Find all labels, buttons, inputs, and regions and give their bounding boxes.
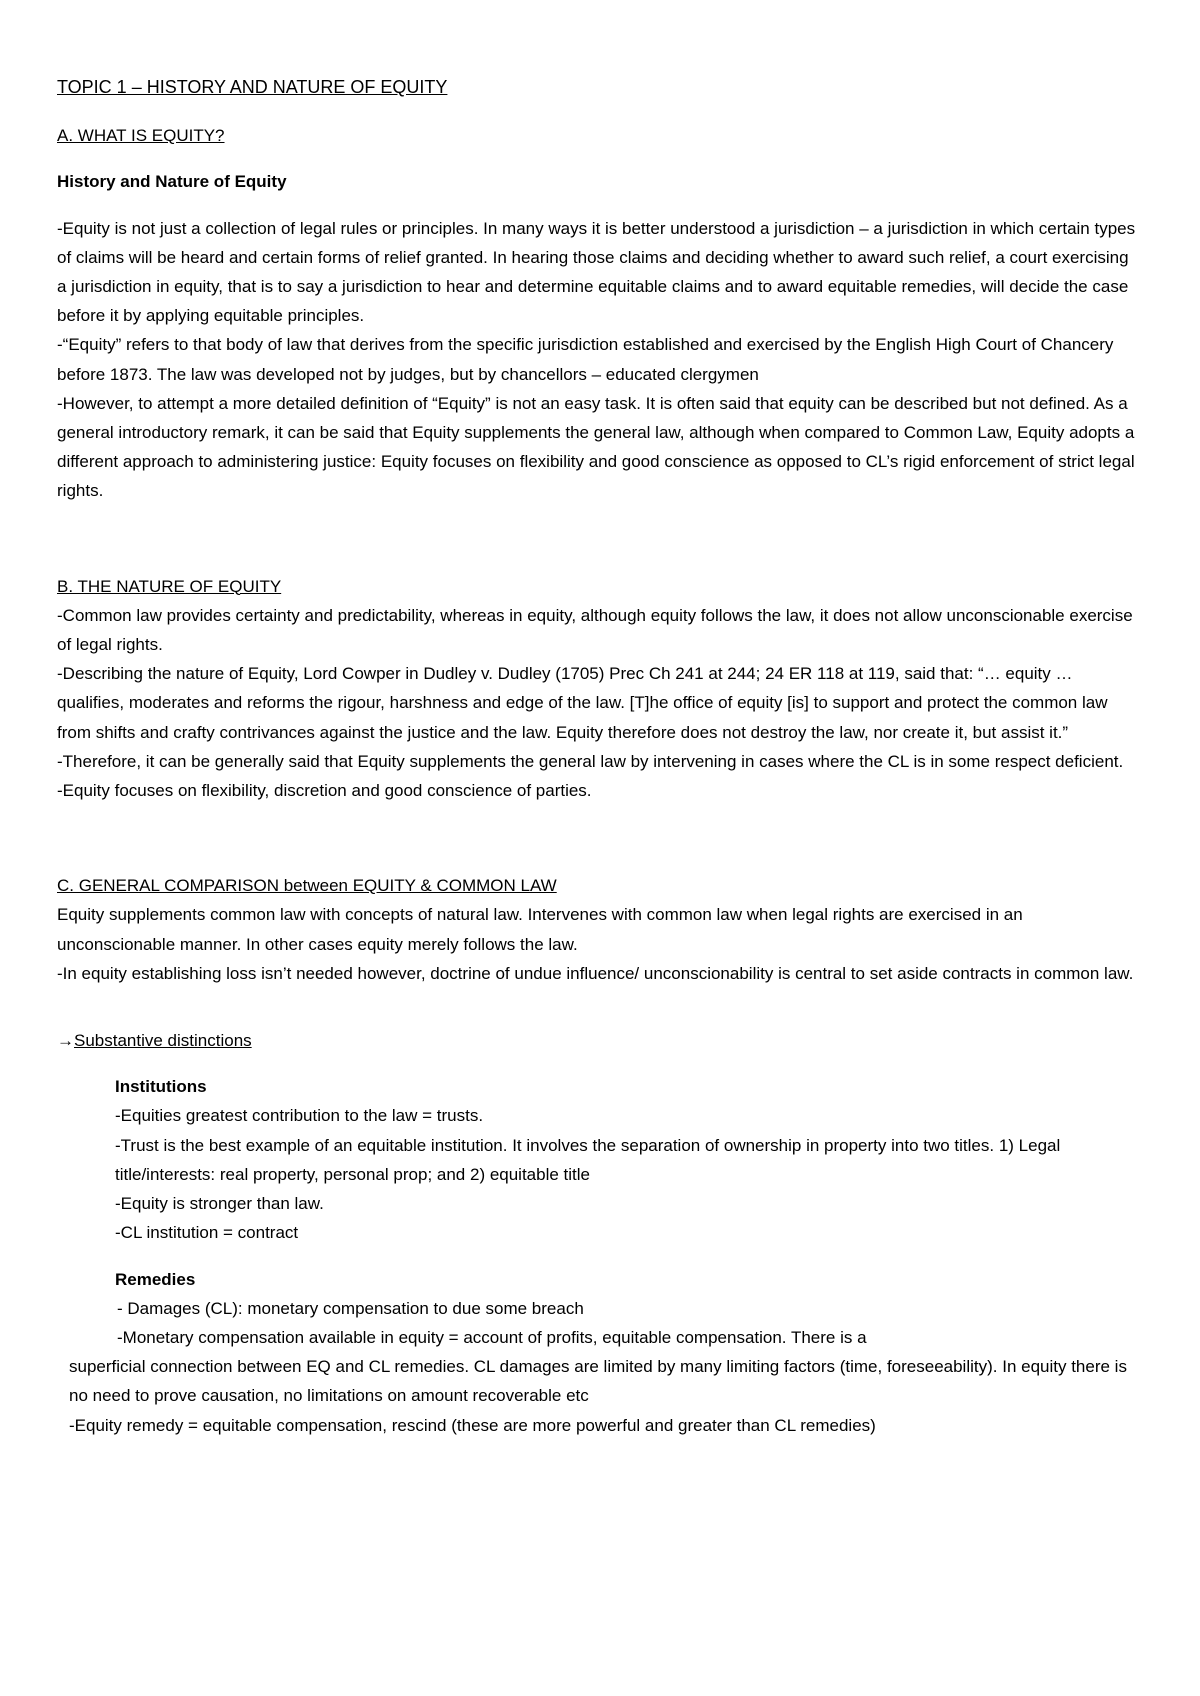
remedies-line: superficial connection between EQ and CL remedies. CL damages are limited by many limiting factors (time, foreseeability). In equity there is no need to prove causation, no limitations on amount recoverable etc [69,1357,1127,1406]
section-b-heading: B. THE NATURE OF EQUITY [57,576,282,596]
section-b-paragraph: -Equity focuses on flexibility, discretion and good conscience of parties. [57,781,592,801]
substantive-heading-line [57,1026,1140,1055]
section-a-paragraph: -Equity is not just a collection of legal rules or principles. In many ways it is better understood a jurisdiction – a jurisdiction in which certain types of claims will be heard and certain forms of relief granted. In hearing those claims and deciding whether to award such relief, a court exercising a jurisdiction in equity, that is to say a jurisdiction to hear and determine equitable claims and to award equitable remedies, will decide the case before it by applying equitable principles. [57,218,1136,326]
section-a-paragraph: -However, to attempt a more detailed definition of “Equity” is not an easy task. It is often said that equity can be described but not defined. As a general introductory remark, it can be said that Equity supplements the general law, although when compared to Common Law, Equity adopts a different approach to administering justice: Equity focuses on flexibility and good conscience as opposed to CL’s rigid enforcement of strict legal rights. [57,393,1135,501]
section-b-paragraph: -Describing the nature of Equity, Lord Cowper in Dudley v. Dudley (1705) Prec Ch 241 at 244; 24 ER 118 at 119, said that: “… equity … qualifies, moderates and reforms the rigour, harshness and edge of the law. [T]he office of equity [is] to support and protect the common law from shifts and crafty contrivances against the justice and the law. Equity therefore does not destroy the law, nor create it, but assist it.” [57,664,1108,742]
remedies-line: -Monetary compensation available in equity = account of profits, equitable compensation. There is a [117,1327,867,1347]
section-c-paragraph: Equity supplements common law with concepts of natural law. Intervenes with common law when legal rights are exercised in an unconscionable manner. In other cases equity merely follows the law. [57,905,1023,954]
institutions-block [57,1072,1140,1247]
section-b-paragraph: -Common law provides certainty and predictability, whereas in equity, although equity follows the law, it does not allow unconscionable exercise of legal rights. [57,605,1133,655]
institutions-line: -Equity is stronger than law. [115,1194,324,1214]
remedies-line: - Damages (CL): monetary compensation to due some breach [117,1298,584,1318]
institutions-line: -CL institution = contract [115,1223,299,1243]
arrow-right-icon: → [57,1031,74,1051]
page-title: TOPIC 1 – HISTORY AND NATURE OF EQUITY [57,77,448,97]
substantive-heading: Substantive distinctions [74,1031,252,1051]
institutions-line: -Equities greatest contribution to the law = trusts. [115,1106,484,1126]
section-a-subheading: History and Nature of Equity [57,172,287,192]
section-a-heading: A. WHAT IS EQUITY? [57,126,225,146]
institutions-line: -Trust is the best example of an equitable institution. It involves the separation of ownership in property into two titles. 1) Legal title/interests: real property, personal prop; and 2) equitable title [115,1135,1061,1184]
section-c-heading: C. GENERAL COMPARISON between EQUITY & COMMON LAW [57,876,557,896]
section-a-paragraph: -“Equity” refers to that body of law that derives from the specific jurisdiction established and exercised by the English High Court of Chancery before 1873. The law was developed not by judges, but by chancellors – educated clergymen [57,335,1114,384]
institutions-heading: Institutions [115,1077,207,1097]
remedies-heading: Remedies [115,1269,196,1289]
section-b-paragraph: -Therefore, it can be generally said that Equity supplements the general law by intervening in cases where the CL is in some respect deficient. [57,751,1124,771]
section-c-paragraph: -In equity establishing loss isn’t needed however, doctrine of undue influence/ unconscionability is central to set aside contracts in common law. [57,963,1134,983]
remedies-line: -Equity remedy = equitable compensation, rescind (these are more powerful and greater than CL remedies) [69,1415,876,1435]
remedies-block [57,1265,1140,1294]
